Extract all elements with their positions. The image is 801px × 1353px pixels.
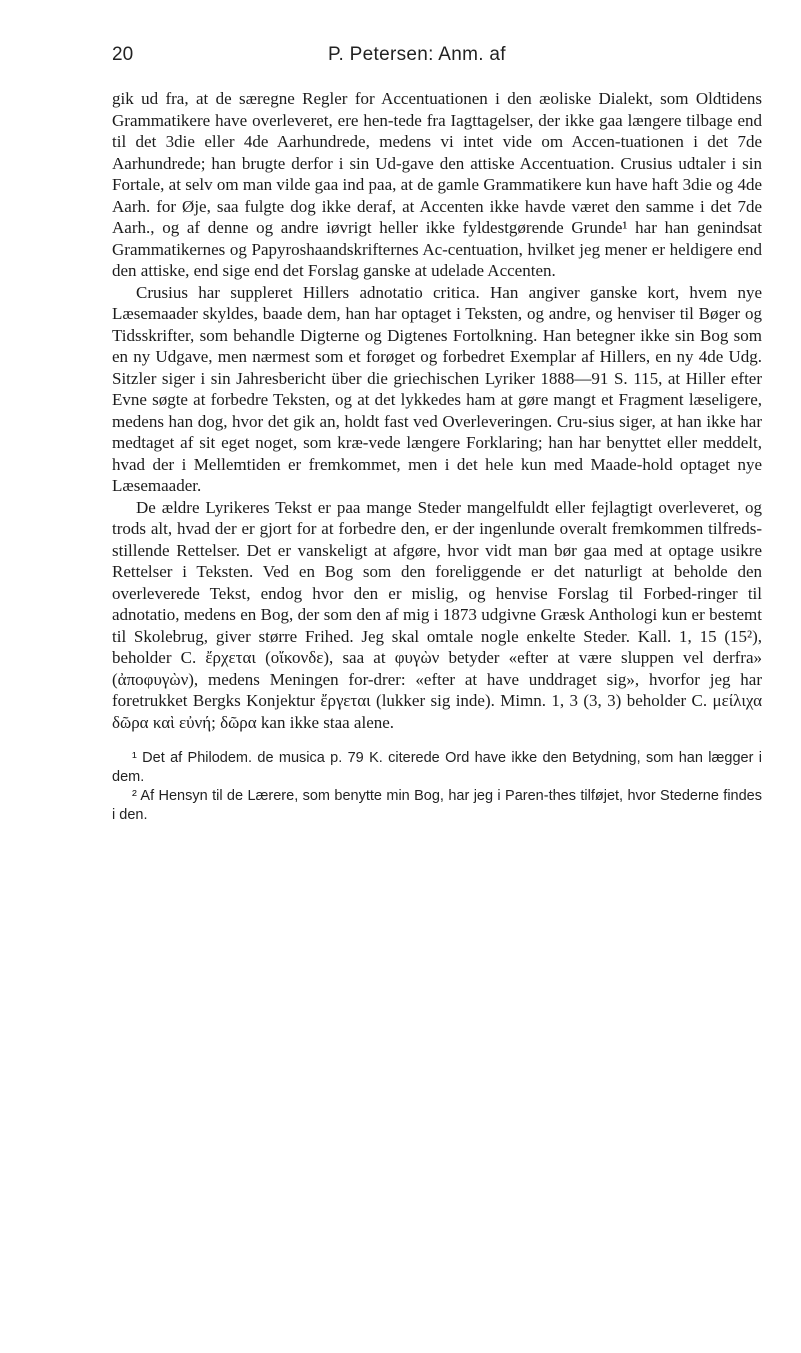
paragraph-accentuation: gik ud fra, at de særegne Regler for Accentuationen i den æoliske Dialekt, som Oldtidens Grammatikere have overleveret, ere hen-tede fra Iagttagelser, der ikke gaa længere tilbage end til det 3die eller 4de Aarhundrede, medens vi intet vide om Accen-tuationen i det 7de Aarhundrede; han brugte derfor i sin Ud-gave den attiske Accentuation. Crusius udtaler i sin Fortale, at selv om man vilde gaa ind paa, at de gamle Grammatikere kun have haft 3die og 4de Aarh. for Øje, saa fulgte dog ikke deraf, at Accenten ikke havde været den samme i det 7de Aarh., og af denne og andre iøvrigt heller ikke fyldestgørende Grunde¹ har han genindsat Grammatikernes og Papyroshaandskrifternes Ac-centuation, hvilket jeg mener er heldigere end den attiske, end sige end det Forslag ganske at udelade Accenten. <box>112 89 762 280</box>
running-head <box>112 44 762 78</box>
running-title: P. Petersen: Anm. af <box>328 44 506 65</box>
paragraph-crusius-supplement: Crusius har suppleret Hillers adnotatio critica. Han angiver ganske kort, hvem nye Læsemaader skyldes, baade dem, han har optaget i Teksten, og andre, og henviser til Bøger og Tidsskrifter, som behandle Digterne og Digtenes Fortolkning. Han betegner ikke sin Bog som en ny Udgave, men nærmest som et forøget og forbedret Exemplar af Hillers, en ny 4de Udg. Sitzler siger i sin Jahresbericht über die griechischen Lyriker 1888—91 S. 115, at Hiller efter Evne søgte at forbedre Teksten, og at det lykkedes ham at gøre mangt et Fragment læseligere, medens han dog, hvor det gik an, holdt fast ved Overleveringen. Cru-sius siger, at han ikke har medtaget af sit eget noget, som kræ-vede længere Forklaring; han har benyttet eller meddelt, hvad der i Mellemtiden er fremkommet, men i det hele kun med Maade-hold optaget nye Læsemaader. <box>112 282 762 495</box>
page <box>112 44 762 825</box>
paragraph-older-lyric-text: De ældre Lyrikeres Tekst er paa mange Steder mangelfuldt eller fejlagtigt overleveret, og trods alt, hvad der er gjort for at forbedre den, er der ingenlunde overalt fremkommen tilfreds-stillende Rettelser. Det er vanskeligt at afgøre, hvor vidt man bør gaa med at optage usikre Rettelser i Teksten. Ved en Bog som den foreliggende er det naturligt at beholde den overleverede Tekst, endog hvor den er mislig, og henvise Forslag til Forbed-ringer til adnotatio, medens en Bog, der som den af mig i 1873 udgivne Græsk Anthologi kun er bestemt til Skolebrug, giver større Frihed. Jeg skal omtale nogle enkelte Steder. Kall. 1, 15 (15²), beholder C. ἔρχεται (οἴκονδε), saa at φυγὼν betyder «efter at være sluppen vel derfra» (ἀποφυγὼν), medens Meningen for-drer: «efter at have unddraget sig», hvorfor jeg har foretrukket Bergks Konjektur ἔργεται (lukker sig inde). Mimn. 1, 3 (3, 3) beholder C. μείλιχα δῶρα καὶ εὐνή; δῶρα kan ikke staa alene. <box>112 497 762 732</box>
footnote-2: ² Af Hensyn til de Lærere, som benytte min Bog, har jeg i Paren-thes tilføjet, hvor Stederne findes i den. <box>112 788 762 823</box>
page-number: 20 <box>112 44 134 65</box>
body-text <box>112 88 762 733</box>
footnote-1: ¹ Det af Philodem. de musica p. 79 K. citerede Ord have ikke den Betydning, som han lægger i dem. <box>112 750 762 785</box>
footnotes <box>112 749 762 825</box>
